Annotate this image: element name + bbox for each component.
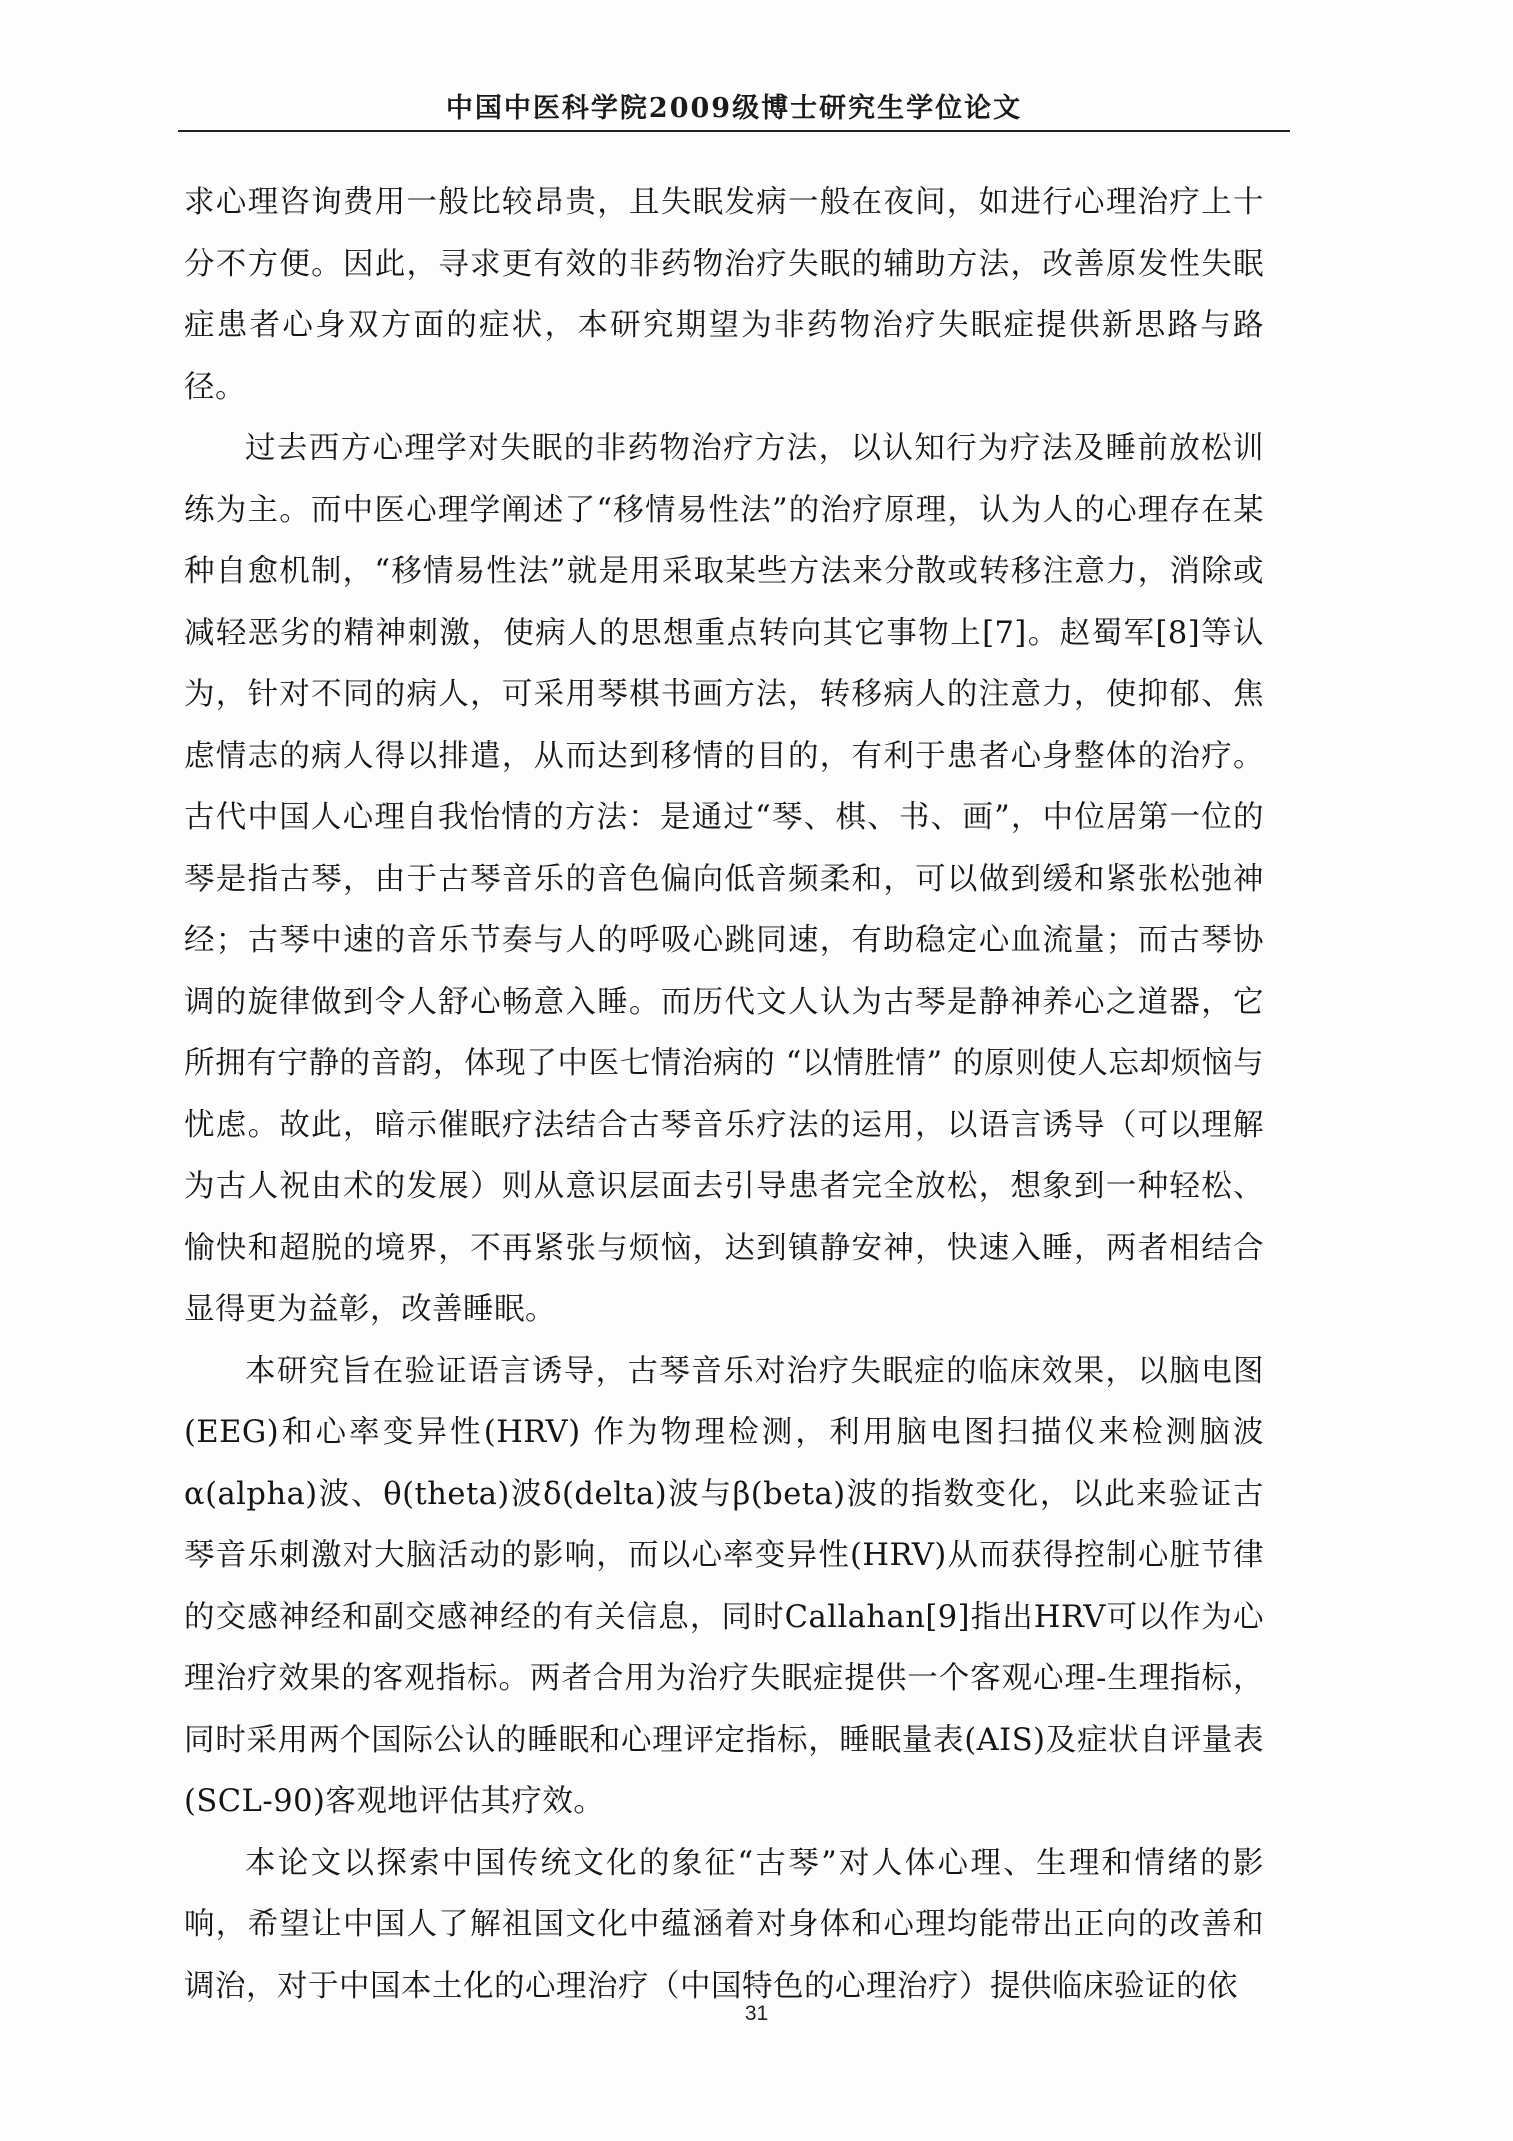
paragraph-research-aim: 本研究旨在验证语言诱导，古琴音乐对治疗失眠症的临床效果，以脑电图(EEG)和心率变异性(HRV) 作为物理检测，利用脑电图扫描仪来检测脑波α(alpha)波、θ(theta)波δ(delta)波与β(beta)波的指数变化，以此来验证古琴音乐刺激对大脑活动的影响，而以心率变异性(HRV)从而获得控制心脏节律的交感神经和副交感神经的有关信息，同时Callahan[9]指出HRV可以作为心理治疗效果的客观指标。两者合用为治疗失眠症提供一个客观心理-生理指标，同时采用两个国际公认的睡眠和心理评定指标，睡眠量表(AIS)及症状自评量表(SCL-90)客观地评估其疗效。: [184, 1353, 1264, 1819]
paragraph-western-psychology: 过去西方心理学对失眠的非药物治疗方法，以认知行为疗法及睡前放松训练为主。而中医心理学阐述了“移情易性法”的治疗原理，认为人的心理存在某种自愈机制，“移情易性法”就是用采取某些方法来分散或转移注意力，消除或减轻恶劣的精神刺激，使病人的思想重点转向其它事物上[7]。赵蜀军[8]等认为，针对不同的病人，可采用琴棋书画方法，转移病人的注意力，使抑郁、焦虑情志的病人得以排遣，从而达到移情的目的，有利于患者心身整体的治疗。古代中国人心理自我怡情的方法：是通过“琴、棋、书、画”，中位居第一位的琴是指古琴，由于古琴音乐的音色偏向低音频柔和，可以做到缓和紧张松弛神经；古琴中速的音乐节奏与人的呼吸心跳同速，有助稳定心血流量；而古琴协调的旋律做到令人舒心畅意入睡。而历代文人认为古琴是静神养心之道器，它所拥有宁静的音韵，体现了中医七情治病的 “以情胜情” 的原则使人忘却烦恼与忧虑。故此，暗示催眠疗法结合古琴音乐疗法的运用，以语言诱导（可以理解为古人祝由术的发展）则从意识层面去引导患者完全放松，想象到一种轻松、愉快和超脱的境界，不再紧张与烦恼，达到镇静安神，快速入睡，两者相结合显得更为益彰，改善睡眠。: [184, 431, 1264, 1327]
header-rule: [178, 130, 1290, 132]
paragraph-thesis-purpose: 本论文以探索中国传统文化的象征“古琴”对人体心理、生理和情绪的影响，希望让中国人了解祖国文化中蕴涵着对身体和心理均能带出正向的改善和调治，对于中国本土化的心理治疗（中国特色的心理治疗）提供临床验证的依: [184, 1845, 1264, 2004]
paragraph-continuation: 求心理咨询费用一般比较昂贵，且失眠发病一般在夜间，如进行心理治疗上十分不方便。因此，寻求更有效的非药物治疗失眠的辅助方法，改善原发性失眠症患者心身双方面的症状，本研究期望为非药物治疗失眠症提供新思路与路径。: [184, 185, 1264, 405]
body-text: [184, 172, 1264, 2017]
running-header: 中国中医科学院2009级博士研究生学位论文: [445, 93, 1023, 124]
page-number: 31: [744, 2002, 769, 2025]
